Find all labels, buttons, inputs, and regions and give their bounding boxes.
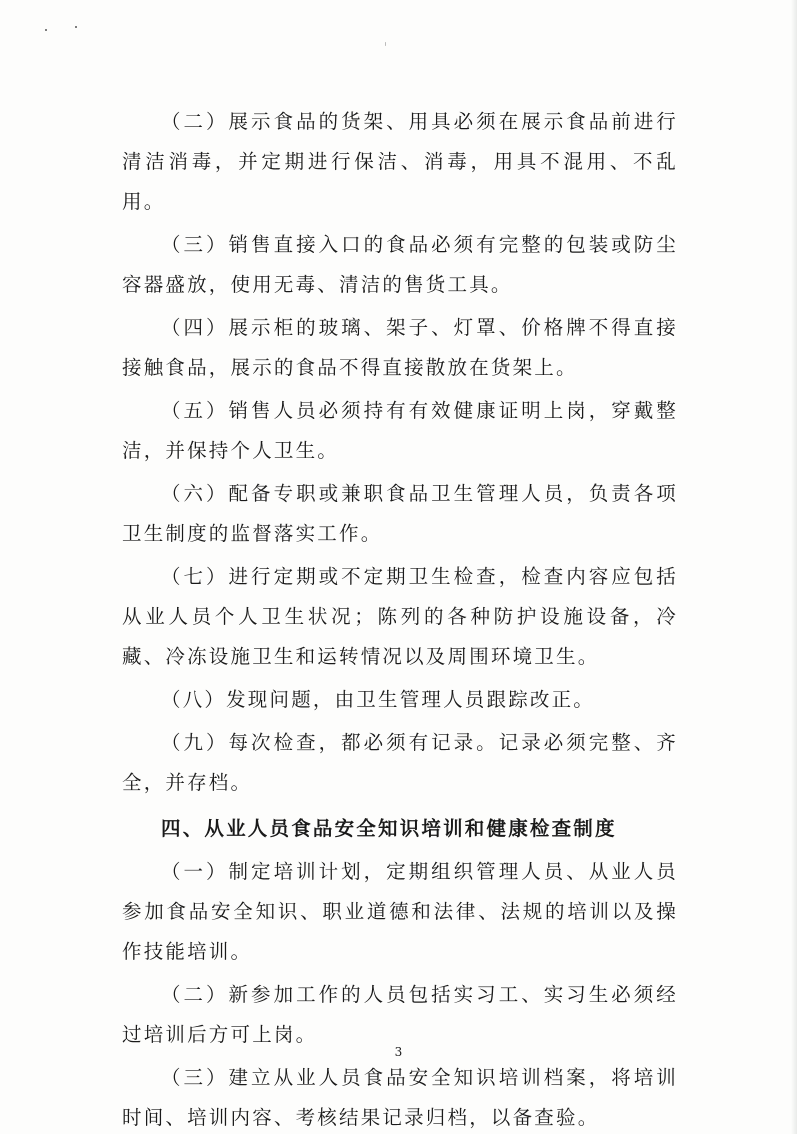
paragraph-packaging: （三）销售直接入口的食品必须有完整的包装或防尘容器盛放，使用无毒、清洁的售货工具。	[122, 233, 678, 296]
paragraph-sales-staff-health: （五）销售人员必须持有有效健康证明上岗，穿戴整洁，并保持个人卫生。	[122, 399, 678, 462]
paragraph-display-rack-cleaning: （二）展示食品的货架、用具必须在展示食品前进行清洁消毒，并定期进行保洁、消毒，用具不混用、不乱用。	[122, 110, 678, 213]
paragraph-training-plan: （一）制定培训计划，定期组织管理人员、从业人员参加食品安全知识、职业道德和法律、法规的培训以及操作技能培训。	[122, 860, 678, 963]
paragraph-new-staff-training: （二）新参加工作的人员包括实习工、实习生必须经过培训后方可上岗。	[122, 983, 678, 1046]
scan-speck	[45, 29, 47, 31]
paragraph-training-archive: （三）建立从业人员食品安全知识培训档案，将培训时间、培训内容、考核结果记录归档，以备查验。	[122, 1066, 678, 1129]
paragraph-display-cabinet: （四）展示柜的玻璃、架子、灯罩、价格牌不得直接接触食品，展示的食品不得直接散放在货架上。	[122, 316, 678, 379]
scan-speck	[75, 26, 77, 28]
section-heading: 四、从业人员食品安全知识培训和健康检查制度	[161, 817, 617, 840]
scan-speck	[385, 42, 386, 46]
scan-edge-shadow	[791, 0, 797, 1134]
document-body	[122, 102, 678, 1141]
paragraph-problem-correction: （八）发现问题，由卫生管理人员跟踪改正。	[161, 688, 596, 711]
paragraph-hygiene-manager: （六）配备专职或兼职食品卫生管理人员，负责各项卫生制度的监督落实工作。	[122, 482, 678, 545]
page-number: 3	[394, 1045, 403, 1059]
paragraph-hygiene-inspection: （七）进行定期或不定期卫生检查，检查内容应包括从业人员个人卫生状况；陈列的各种防护设施设备，冷藏、冷冻设施卫生和运转情况以及周围环境卫生。	[122, 565, 678, 668]
paragraph-inspection-records: （九）每次检查，都必须有记录。记录必须完整、齐全，并存档。	[122, 731, 678, 794]
